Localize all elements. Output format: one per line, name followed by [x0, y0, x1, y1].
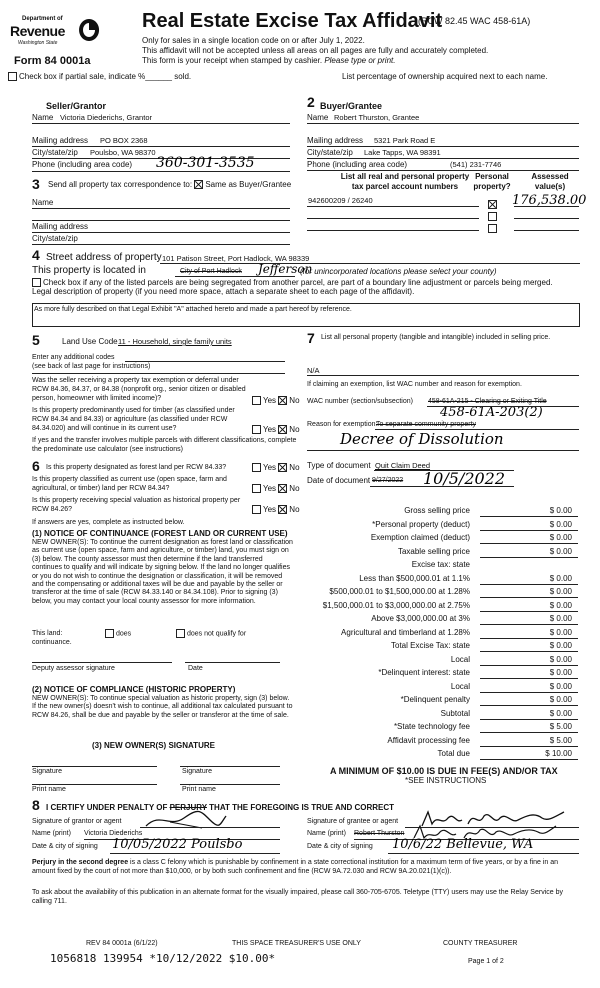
header-note-1: Only for sales in a single location code on or after July 1, 2022.	[142, 36, 365, 45]
tax-row-label: Subtotal	[440, 708, 470, 718]
parcel-header: List all real and personal property tax parcel account numbers	[340, 172, 470, 191]
new-owner-print-2[interactable]: Print name	[182, 786, 216, 793]
personal-property-checkbox-3[interactable]	[488, 220, 499, 238]
wac-number[interactable]: 458-61A-203(2)	[440, 405, 543, 420]
tax-row-label: *Delinquent penalty	[400, 695, 470, 704]
certify-title: I CERTIFY UNDER PENALTY OF PERJURY THAT THE FOREGOING IS TRUE AND CORRECT	[46, 803, 395, 812]
wac-label: WAC number (section/subsection)	[307, 398, 413, 405]
form-title: Real Estate Excise Tax Affidavit	[142, 10, 443, 32]
tax-row-label: Total due	[437, 749, 470, 758]
buyer-mailing[interactable]: 5321 Park Road E	[374, 136, 436, 145]
tax-row-amount[interactable]: $ 0.00	[549, 600, 572, 610]
tax-row	[290, 520, 578, 531]
located-struck: City of Port Hadlock	[180, 268, 242, 275]
seller-mailing[interactable]: PO BOX 2368	[100, 136, 148, 145]
tax-row	[290, 506, 578, 517]
tax-row-amount[interactable]: $ 5.00	[549, 735, 572, 745]
land-use-label: Land Use Code	[62, 337, 118, 346]
tax-row-label: Local	[450, 681, 470, 691]
section3-name-label: Name	[32, 198, 54, 207]
street-address[interactable]: 101 Patison Street, Port Hadlock, WA 98339	[162, 254, 310, 263]
tax-row	[290, 587, 578, 598]
notice1-body: NEW OWNER(S): To continue the current designation as forest land or classification as current use (open space, farm and agriculture, or timber) land, you must sign on (3) below. The county assessor must then determine if the land transferred continues to qualify and will indicate by signing below. If the land no longer qualifies or you do not wish to continue the designation or classification, it will be removed and the compensating or additional taxes will be due and payable by the seller or transferor at the time of sale (RCW 84.33.140 or 84.34.108). Prior to signing (3) below, you may contact your local county assessor for more information.	[32, 539, 293, 605]
grantor-name-label: Name (print)	[32, 830, 71, 837]
notice3-title: (3) NEW OWNER(S) SIGNATURE	[92, 741, 215, 750]
tax-row-amount[interactable]: $ 0.00	[549, 506, 572, 515]
county-treasurer: COUNTY TREASURER	[443, 940, 518, 947]
deputy-date-label: Date	[188, 665, 203, 672]
tax-row-label: *State technology fee	[393, 722, 470, 731]
notice1-title: (1) NOTICE OF CONTINUANCE (FOREST LAND OR CURRENT USE)	[32, 529, 288, 538]
doc-date-label: Date of document	[307, 476, 371, 485]
does-not-qualify[interactable]: does not qualify for	[176, 629, 246, 638]
tax-row	[290, 601, 578, 612]
tax-row-label: Exemption claimed (deduct)	[370, 533, 470, 542]
personal-property-label: List all personal property (tangible and intangible) included in selling price.	[321, 334, 551, 341]
assessed-value[interactable]: 176,538.00	[512, 193, 587, 208]
deputy-signature-label: Deputy assessor signature	[32, 665, 115, 672]
additional-codes-note: (see back of last page for instructions)	[32, 363, 151, 370]
notice2-title: (2) NOTICE OF COMPLIANCE (HISTORIC PROPERTY)	[32, 685, 236, 694]
continuance-label: continuance.	[32, 639, 72, 646]
tax-row-amount[interactable]: $ 0.00	[549, 668, 572, 677]
grantee-name-struck: Robert Thurston	[354, 830, 405, 837]
legal-description-label: Legal description of property (if you need more space, attach a separate sheet to each page of the affidavit).	[32, 287, 415, 296]
tax-row	[290, 695, 578, 706]
legal-description: As more fully described on that Legal Exhibit "A" attached hereto and made a part hereof by reference.	[34, 306, 352, 313]
tax-row	[290, 547, 578, 558]
seller-phone-label: Phone (including area code)	[32, 160, 133, 169]
notice2-body: NEW OWNER(S): To continue special valuation as historic property, sign (3) below. If the new owner(s) doesn't wish to continue, all additional tax calculated pursuant to RCW 84.26, shall be due and payable by the seller or transferor at the time of sale.	[32, 695, 293, 719]
grantor-name[interactable]: Victoria Diederichs	[84, 830, 143, 837]
tax-row-label: Local	[450, 654, 470, 664]
tax-row-label: Excise tax: state	[411, 560, 470, 569]
tax-row	[290, 722, 578, 733]
tax-row-amount[interactable]: $ 0.00	[549, 614, 572, 623]
grantee-signature-label: Signature of grantee or agent	[307, 818, 399, 825]
partial-sale-checkbox-row[interactable]: Check box if partial sale, indicate %______ sold.	[8, 72, 191, 81]
tax-row	[290, 641, 578, 652]
section5-number: 5	[32, 332, 40, 348]
tax-row-label: Total Excise Tax: state	[391, 641, 470, 650]
tax-row	[290, 749, 578, 760]
tax-row-amount[interactable]: $ 0.00	[549, 573, 572, 583]
buyer-heading: Buyer/Grantee	[320, 101, 383, 111]
tax-row	[290, 682, 578, 693]
section1-number	[32, 94, 40, 110]
tax-row-amount[interactable]: $ 0.00	[549, 627, 572, 637]
tax-row-amount[interactable]: $ 0.00	[549, 519, 572, 529]
historic-answer[interactable]: Yes No	[252, 505, 300, 514]
section4-number: 4	[32, 247, 40, 263]
boundary-row[interactable]: Check box if any of the listed parcels are being segregated from another parcel, are part of a boundary line adjustment or parcels being merged.	[32, 278, 553, 287]
treasurer-use: THIS SPACE TREASURER'S USE ONLY	[232, 940, 361, 947]
forest-answer[interactable]: Yes No	[252, 463, 300, 472]
rcw-reference: (RCW 82.45 WAC 458-61A)	[418, 16, 531, 26]
section6-number: 6	[32, 458, 40, 474]
tax-row-label: *Delinquent interest: state	[378, 668, 470, 677]
grantor-date-label: Date & city of signing	[32, 843, 98, 850]
exemption-reason[interactable]: Decree of Dissolution	[340, 430, 504, 448]
assessed-value-header: Assessed value(s)	[531, 172, 569, 191]
seller-city[interactable]: Poulsbo, WA 98370	[90, 148, 156, 157]
tax-row-amount[interactable]: $ 0.00	[549, 681, 572, 691]
tax-row-amount[interactable]: $ 5.00	[549, 722, 572, 731]
buyer-city-label: City/state/zip	[307, 148, 353, 157]
new-owner-print-1[interactable]: Print name	[32, 786, 66, 793]
section8-number: 8	[32, 797, 40, 813]
section3-label: Send all property tax correspondence to: Same as Buyer/Grantee	[48, 180, 292, 189]
tax-row-amount[interactable]: $ 0.00	[549, 695, 572, 704]
ownership-note: List percentage of ownership acquired next to each name.	[342, 72, 548, 81]
seller-name[interactable]: Victoria Diederichs, Grantor	[60, 113, 152, 122]
land-use-code[interactable]: 11 - Household, single family units	[118, 337, 232, 346]
street-label: Street address of property	[46, 252, 162, 263]
tax-row-label: $1,500,000.01 to $3,000,000.00 at 2.75%	[322, 600, 470, 610]
personal-property-value[interactable]: N/A	[307, 366, 320, 375]
grantor-date-city[interactable]: 10/05/2022 Poulsbo	[112, 837, 243, 852]
reason-label: Reason for exemption:	[307, 421, 378, 428]
tax-row	[290, 709, 578, 720]
header-note-3: This form is your receipt when stamped by cashier. Please type or print.	[142, 56, 396, 65]
tax-row	[290, 614, 578, 625]
exemption-question: Was the seller receiving a property tax exemption or deferral under RCW 84.36, 84.37, or 84.38 (nonprofit org., senior citizen or disabled person, homeowner with limited income)?	[32, 377, 246, 402]
tax-row-amount[interactable]: $ 0.00	[549, 654, 572, 664]
agency-line1: Department of	[22, 16, 63, 22]
doc-date-struck: 9/27/2022	[372, 477, 404, 484]
does-qualify[interactable]: does	[105, 629, 131, 638]
agency-state: Washington State	[18, 40, 58, 46]
seller-name-label: Name	[32, 113, 54, 122]
grantee-date-label: Date & city of signing	[307, 843, 373, 850]
tax-row-label: Less than $500,000.01 at 1.1%	[359, 573, 470, 583]
tax-row-amount[interactable]: $ 0.00	[549, 533, 572, 542]
doc-type-label: Type of document	[307, 461, 371, 470]
timber-question: Is this property predominantly used for timber (as classified under RCW 84.34 and 84.33) or agriculture (as classified under RCW 84.34.020) and will continue in its current use?	[32, 407, 235, 432]
section2-number: 2	[307, 94, 315, 110]
tax-row-amount[interactable]: $ 10.00	[545, 749, 572, 758]
personal-property-header: Personal property?	[473, 172, 511, 191]
wac-struck: 458-61A-215 - Clearing or Exiting Title	[428, 398, 547, 405]
tax-row	[290, 655, 578, 666]
tax-row-label: Affidavit processing fee	[387, 735, 470, 745]
seller-heading: Seller/Grantor	[46, 101, 107, 111]
partial-sale-checkbox[interactable]	[8, 72, 17, 81]
section3-city-label: City/state/zip	[32, 234, 78, 243]
see-instructions: *SEE INSTRUCTIONS	[405, 776, 487, 785]
buyer-city[interactable]: Lake Tapps, WA 98391	[364, 148, 441, 157]
grantee-name-label: Name (print)	[307, 830, 346, 837]
section3-mailing-label: Mailing address	[32, 222, 89, 231]
minimum-due: A MINIMUM OF $10.00 IS DUE IN FEE(S) AND/OR TAX	[330, 766, 558, 776]
historic-question: Is this property receiving special valuation as historical property per RCW 84.26?	[32, 497, 241, 513]
tax-row	[290, 574, 578, 585]
new-owner-signature-2[interactable]: Signature	[182, 768, 212, 775]
seller-city-label: City/state/zip	[32, 148, 78, 157]
legal-description-box[interactable]	[32, 303, 580, 327]
buyer-phone[interactable]: (541) 231-7746	[450, 160, 502, 169]
tax-row-label: Agricultural and timberland at 1.28%	[341, 627, 470, 637]
tax-row-label: Above $3,000,000.00 at 3%	[371, 614, 470, 623]
if-yes-note: If answers are yes, complete as instructed below.	[32, 519, 185, 526]
tax-row	[290, 736, 578, 747]
additional-codes-label: Enter any additional codes	[32, 354, 115, 361]
tax-row-amount[interactable]: $ 0.00	[549, 587, 572, 596]
doc-date[interactable]: 10/5/2022	[423, 469, 506, 488]
seller-phone[interactable]: 360-301-3535	[156, 155, 255, 171]
doc-type[interactable]: Quit Claim Deed	[375, 461, 431, 470]
cashier-stamp: 1056818 139954 *10/12/2022 $10.00*	[50, 952, 276, 965]
this-land-label: This land:	[32, 630, 63, 637]
revision-number: REV 84 0001a (6/1/22)	[86, 940, 158, 947]
located-note: (for unincorporated locations please select your county)	[300, 267, 497, 276]
section7-number: 7	[307, 330, 315, 346]
tax-row-amount[interactable]: $ 0.00	[549, 708, 572, 718]
tax-row-label: $500,000.01 to $1,500,000.00 at 1.28%	[329, 587, 470, 596]
tax-row-label: Gross selling price	[404, 506, 470, 515]
tax-row-amount[interactable]: $ 0.00	[549, 641, 572, 650]
tax-row	[290, 628, 578, 639]
located-county[interactable]: Jefferson	[258, 262, 313, 276]
reason-struck: To separate community property	[376, 421, 476, 428]
tax-row	[290, 560, 578, 571]
buyer-name-label: Name	[307, 113, 329, 122]
current-use-question: Is this property classified as current use (open space, farm and agricultural, or timber) land per RCW 84.34?	[32, 476, 227, 492]
current-use-answer[interactable]: Yes No	[252, 484, 300, 493]
form-number: Form 84 0001a	[14, 55, 91, 67]
header-note-2: This affidavit will not be accepted unless all areas on all pages are fully and accurately completed.	[142, 46, 489, 55]
tax-row-label: Taxable selling price	[397, 546, 470, 556]
exemption-label: If claiming an exemption, list WAC number and reason for exemption.	[307, 381, 522, 388]
page-number: Page 1 of 2	[468, 958, 504, 965]
buyer-mailing-label: Mailing address	[307, 136, 364, 145]
dor-logo-icon	[78, 18, 100, 42]
located-label: This property is located in	[32, 265, 146, 276]
timber-answer[interactable]: Yes No	[252, 425, 300, 434]
parcel-number[interactable]: 942600209 / 26240	[308, 196, 373, 205]
buyer-name[interactable]: Robert Thurston, Grantee	[334, 113, 420, 122]
exemption-answer[interactable]: Yes No	[252, 396, 300, 405]
transfer-note: If yes and the transfer involves multiple parcels with different classifications, complete the predominate use calculator (see instructions)	[32, 437, 297, 453]
grantee-date-city[interactable]: 10/6/22 Bellevue, WA	[392, 837, 534, 852]
buyer-phone-label: Phone (including area code)	[307, 160, 408, 169]
tax-row-amount[interactable]: $ 0.00	[549, 546, 572, 556]
agency-revenue: Revenue	[10, 23, 65, 39]
tax-row	[290, 533, 578, 544]
forest-question: Is this property designated as forest land per RCW 84.33?	[46, 464, 227, 471]
availability-notice: To ask about the availability of this publication in an alternate format for the visually impaired, please call 360-705-6705. Teletype (TTY) users may use the Relay Service by calling 711.	[32, 889, 563, 905]
section3-number: 3	[32, 176, 40, 192]
perjury-notice: Perjury in the second degree is a class C felony which is punishable by confinement in a state correctional institution for a maximum term of five years, or by a fine in an amount fixed by the court of not more than $10,000, or by both such confinement and fine (RCW 9A.72.030 and RCW 9A.20.021(1)(c)).	[32, 859, 559, 875]
grantor-signature[interactable]	[140, 808, 230, 832]
tax-row-label: *Personal property (deduct)	[372, 519, 470, 529]
tax-row	[290, 668, 578, 679]
seller-mailing-label: Mailing address	[32, 136, 89, 145]
grantor-signature-label: Signature of grantor or agent	[32, 818, 122, 825]
new-owner-signature-1[interactable]: Signature	[32, 768, 62, 775]
dor-logo	[8, 16, 108, 52]
same-as-buyer-checkbox[interactable]	[194, 180, 203, 189]
